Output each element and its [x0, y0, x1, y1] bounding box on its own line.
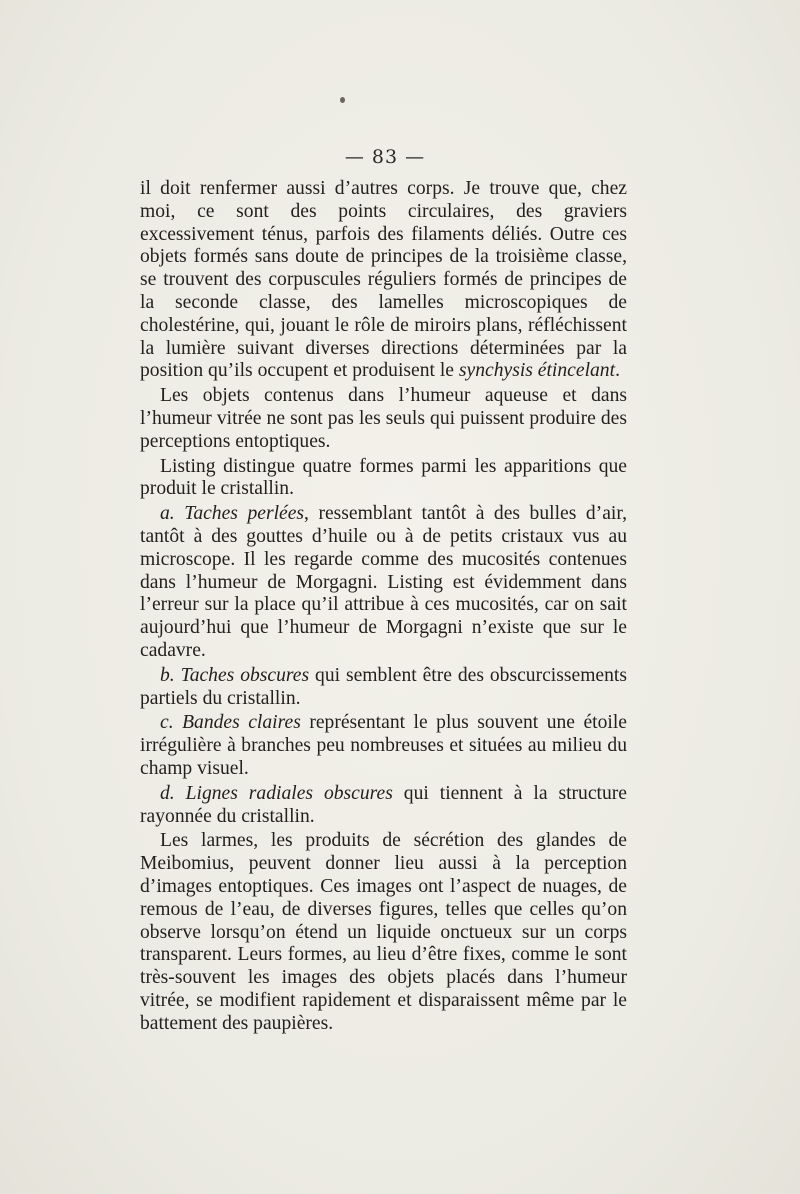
- paragraph-text: il doit renfermer aussi d’autres corps. Je trouve que, chez moi, ce sont des points circulaires, des graviers excessivement ténus, parfois des filaments déliés. Outre ces objets formés sans doute de principes de la troisième classe, se trouvent des corpuscules réguliers formés de principes de la seconde classe, des lamelles microscopiques de cholestérine, qui, jouant le rôle de miroirs plans, réfléchissent la lumière suivant diverses directions déterminées par la position qu’ils occupent et produisent le: [140, 178, 627, 382]
- item-letter: b.: [160, 664, 181, 686]
- page-number: — 83 —: [344, 146, 426, 168]
- italic-term: Bandes claires: [182, 712, 301, 734]
- paragraph-2: Les objets contenus dans l’humeur aqueuse et dans l’humeur vitrée ne sont pas les seuls qui puissent produire des perceptions entoptiques.: [140, 385, 627, 452]
- paragraph-3: Listing distingue quatre formes parmi les apparitions que produit le cristallin.: [140, 455, 627, 500]
- item-text: représentant le plus souvent une étoile irrégulière à branches peu nombreuses et situées au milieu du champ visuel.: [140, 712, 627, 779]
- list-item-b: [140, 665, 627, 711]
- item-text: qui semblent être des obscurcissements partiels du cristallin.: [140, 664, 627, 709]
- ink-speck: [340, 97, 345, 103]
- paragraph-tail: .: [615, 360, 620, 382]
- body-text: [140, 178, 627, 1035]
- paragraph-1: [140, 178, 627, 383]
- list-item-c: [140, 712, 627, 780]
- item-text: qui tiennent à la structure rayonnée du cristallin.: [140, 782, 627, 827]
- italic-term: Lignes radiales obscures: [185, 782, 393, 804]
- list-item-d: [140, 783, 627, 829]
- italic-term: Taches perlées: [184, 503, 305, 525]
- item-letter: c.: [160, 712, 183, 734]
- list-item-a: [140, 503, 627, 663]
- paragraph-8: Les larmes, les produits de sécrétion des glandes de Meibomius, peuvent donner lieu aussi à la perception d’images entoptiques. Ces images ont l’aspect de nuages, de remous de l’eau, de diverses figures, telles que celles qu’on observe lorsqu’on étend un liquide onctueux sur un corps transparent. Leurs formes, au lieu d’être fixes, comme le sont très-souvent les images des objets placés dans l’humeur vitrée, se modifient rapidement et disparaissent même par le battement des paupières.: [140, 830, 627, 1034]
- italic-term: synchysis étincelant: [458, 360, 616, 382]
- item-letter: a.: [160, 503, 185, 525]
- item-letter: d.: [160, 782, 186, 804]
- italic-term: Taches obscures: [180, 664, 310, 686]
- item-text: , ressemblant tantôt à des bulles d’air, tantôt à des gouttes d’huile ou à de petits cristaux vus au microscope. Il les regarde comme des mucosités contenues dans l’humeur de Morgagni. Listing est évidemment dans l’erreur sur la place qu’il attribue à ces mucosités, car on sait aujourd’hui que l’humeur de Morgagni n’existe que sur le cadavre.: [140, 503, 627, 661]
